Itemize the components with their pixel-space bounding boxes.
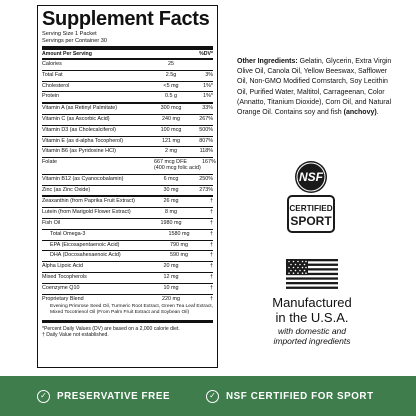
nutrient-name: Folate <box>42 159 57 166</box>
nutrient-name: Vitamin D3 (as Cholecalciferol) <box>42 126 116 133</box>
claim-text: NSF CERTIFIED FOR SPORT <box>226 390 374 402</box>
nutrient-amount: 240 mg <box>162 115 180 122</box>
folate-amount-sub: (400 mcg folic acid) <box>154 164 201 171</box>
proprietary-blend-details: Evening Primrose Seed Oil, Turmeric Root Extract, Green Tea Leaf Extract, Mixed Tocotrienol Oil (From Palm Fruit Extract and Soybean Oil) <box>50 304 213 315</box>
nutrient-amount: 1980 mg <box>160 219 182 226</box>
nutrient-name: Coenzyme Q10 <box>42 284 80 291</box>
made-sub-2: imported ingredients <box>273 336 351 346</box>
nutrient-dv: 33% <box>202 105 213 112</box>
ingredients-text: Gelatin, Glycerin, Extra Virgin Olive Oil, Canola Oil, Yellow Beeswax, Safflower Oil, Non-GMO Modified Cornstarch, Soy Lecithin Oil, Purified Water, Maltitol, Carrageenan, Color (Annatto, Titanium Dioxide), Corn Oil, and Natural Orange Oil. Contains soy and fish <box>237 58 392 117</box>
nutrient-row <box>42 137 213 147</box>
check-circle-icon: ✓ <box>37 390 50 403</box>
thick-divider <box>42 46 213 50</box>
nutrient-row <box>42 175 213 185</box>
made-line-1: Manufactured <box>272 295 352 310</box>
nutrient-amount <box>154 158 202 174</box>
nutrient-name: Vitamin C (as Ascorbic Acid) <box>42 115 110 122</box>
nutrient-amount: 590 mg <box>170 252 188 259</box>
nutrient-amount: 25 <box>168 61 174 67</box>
nutrient-row <box>42 219 213 229</box>
nutrient-dv: † <box>210 209 213 216</box>
nutrient-row <box>42 115 213 125</box>
nutrient-dv: † <box>210 230 213 237</box>
ingredients-allergen: (anchovy) <box>343 109 377 117</box>
nutrient-dv: 500% <box>199 126 213 133</box>
nutrient-row <box>42 230 213 240</box>
nutrient-amount: 30 mg <box>163 186 179 193</box>
nsf-logo-icon <box>295 161 327 193</box>
claim-text: PRESERVATIVE FREE <box>57 390 171 402</box>
nutrient-name: Protein <box>42 93 60 100</box>
nutrient-name: DHA (Docosahexaenoic Acid) <box>50 252 121 259</box>
nutrient-name: Lutein (from Marigold Flower Extract) <box>42 209 131 216</box>
made-sub-1: with domestic and <box>277 326 347 336</box>
nutrient-row <box>42 197 213 207</box>
nutrient-name: Vitamin E (as d-alpha Tocopherol) <box>42 137 124 144</box>
folate-amount: 667 mcg DFE <box>154 159 187 166</box>
nutrient-row <box>42 284 213 294</box>
nutrient-rows-bottom <box>42 197 213 294</box>
nutrient-amount: 220 mg <box>162 295 180 302</box>
certified-text: CERTIFIED <box>289 204 333 213</box>
nutrient-row <box>42 241 213 251</box>
check-circle-icon: ✓ <box>206 390 219 403</box>
sport-text: SPORT <box>290 214 332 228</box>
claim-preservative-free <box>37 390 170 403</box>
nutrient-dv: † <box>210 219 213 226</box>
nutrient-amount: 20 mg <box>163 263 179 270</box>
nutrient-row <box>42 186 213 196</box>
nutrient-dv: 3% <box>205 71 213 78</box>
nutrient-amount: 0.5 g <box>165 93 177 100</box>
nutrient-amount: 26 mg <box>163 198 179 205</box>
panel-title: Supplement Facts <box>42 8 210 30</box>
nutrient-name: Vitamin B6 (as Pyridoxine HCl) <box>42 148 116 155</box>
nutrient-amount: 790 mg <box>170 241 188 248</box>
usa-flag-icon <box>286 259 338 289</box>
made-line-2: in the U.S.A. <box>275 310 349 325</box>
nutrient-dv: 807% <box>199 137 213 144</box>
nutrient-dv: † <box>210 273 213 280</box>
nutrient-amount: 300 mcg <box>160 105 182 112</box>
footnote-percent-dv: *Percent Daily Values (DV) are based on a 2,000 calorie diet. <box>42 325 180 332</box>
nutrient-name: Cholesterol <box>42 82 70 89</box>
nutrient-dv: 167% <box>202 159 216 166</box>
nutrient-name: Total Omega-3 <box>50 230 86 237</box>
nutrient-dv: 1%* <box>203 82 213 89</box>
nutrient-row <box>42 82 213 92</box>
nutrient-dv: 250% <box>199 175 213 182</box>
nutrient-name: EPA (Eicosapentaenoic Acid) <box>50 241 120 248</box>
nutrient-amount: 121 mg <box>162 137 180 144</box>
nutrient-amount: <5 mg <box>163 82 179 89</box>
nutrient-name: Fish Oil <box>42 219 61 226</box>
servings-per-container: Servings per Container 30 <box>42 37 107 44</box>
nutrient-rows-mid <box>42 175 213 196</box>
footnote-dagger: † Daily Value not established. <box>42 332 109 339</box>
nutrient-dv: 1%* <box>203 93 213 100</box>
nutrient-dv: † <box>210 295 213 302</box>
nsf-certified-sport-badge <box>287 160 335 234</box>
nutrient-name: Zinc (as Zinc Oxide) <box>42 186 91 193</box>
bottom-divider <box>42 320 213 323</box>
nutrient-row-folate <box>42 158 216 174</box>
nutrient-dv: † <box>210 284 213 291</box>
nutrient-name: Vitamin A (as Retinyl Palmitate) <box>42 105 118 112</box>
nsf-logo-text: NSF <box>299 170 323 184</box>
nutrient-amount: 1580 mg <box>168 230 190 237</box>
claim-nsf-certified <box>206 390 374 403</box>
nutrient-dv: 267% <box>199 115 213 122</box>
nutrient-dv: † <box>210 252 213 259</box>
nutrient-row <box>42 273 213 283</box>
nutrient-dv: † <box>210 198 213 205</box>
ingredients-label: Other Ingredients: <box>237 58 298 65</box>
nutrient-dv: † <box>210 263 213 270</box>
nutrient-rows-top <box>42 60 213 158</box>
nutrient-amount: 6 mcg <box>163 175 179 182</box>
supplement-facts-panel <box>37 5 218 368</box>
nutrient-row <box>42 60 213 70</box>
header-dv: %DV* <box>199 51 213 57</box>
nutrient-amount: 8 mg <box>165 209 177 216</box>
nutrient-row <box>42 208 213 218</box>
nutrient-dv: 273% <box>199 186 213 193</box>
nutrient-row <box>42 262 213 272</box>
nutrient-name: Proprietary Blend <box>42 295 84 302</box>
nutrient-name: Mixed Tocopherols <box>42 273 87 280</box>
nutrient-row <box>42 104 213 114</box>
nutrient-amount: 100 mcg <box>160 126 182 133</box>
bottom-claims-band <box>0 376 416 416</box>
panel-header-row <box>42 51 213 58</box>
nutrient-row <box>42 147 213 157</box>
nutrient-name: Zeaxanthin (from Paprika Fruit Extract) <box>42 198 135 205</box>
manufactured-in-usa <box>252 295 372 346</box>
nutrient-amount: 2.5g <box>165 71 177 78</box>
nutrient-amount: 2 mg <box>165 148 177 155</box>
nutrient-amount: 12 mg <box>163 273 179 280</box>
nutrient-name: Calories <box>42 61 62 67</box>
nutrient-dv: † <box>210 241 213 248</box>
ingredients-end: . <box>376 109 379 117</box>
nutrient-row-proprietary-blend <box>42 295 213 305</box>
nutrient-dv: 118% <box>199 148 213 155</box>
nutrient-row <box>42 251 213 261</box>
other-ingredients <box>237 57 397 118</box>
nutrient-row <box>42 92 213 102</box>
nutrient-row <box>42 126 213 136</box>
nutrient-row <box>42 71 213 81</box>
serving-size: Serving Size 1 Packet <box>42 31 97 37</box>
header-amount-per-serving: Amount Per Serving <box>42 51 92 57</box>
nutrient-dv <box>188 60 213 64</box>
nutrient-name: Vitamin B12 (as Cyanocobalamin) <box>42 175 124 182</box>
nutrient-name: Alpha Lipoic Acid <box>42 263 84 270</box>
nutrient-amount: 10 mg <box>163 284 179 291</box>
nutrient-name: Total Fat <box>42 71 63 78</box>
